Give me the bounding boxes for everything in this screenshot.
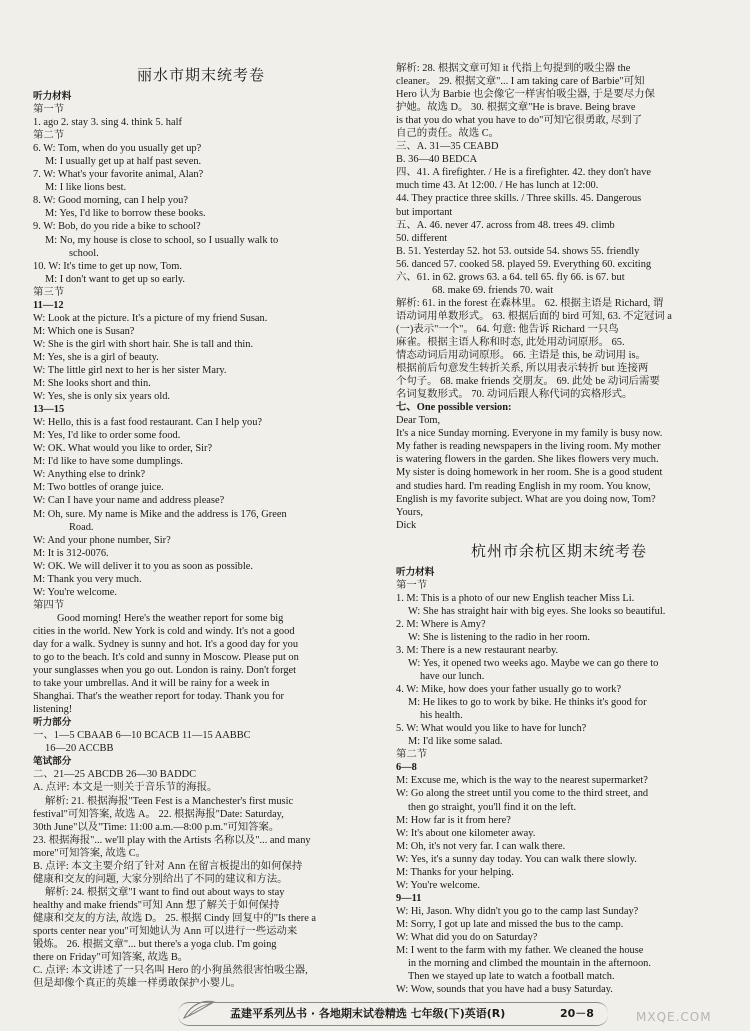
text-line: (一)表示"一个"。 64. 句意: 他告诉 Richard 一只鸟: [396, 323, 619, 335]
text-line: Road.: [69, 521, 94, 533]
text-line: W: Yes, it opened two weeks ago. Maybe we can go there to: [408, 658, 659, 670]
text-line: M: Yes, I'd like to order some food.: [33, 430, 181, 442]
text-line: 第二节: [396, 749, 428, 761]
text-line: 二、21—25 ABCDB 26—30 BADDC: [33, 769, 197, 781]
text-line: healthy and make friends"可知 Ann 想了解关于如何保持: [33, 899, 280, 911]
text-line: more"可知答案, 故选 C。: [33, 847, 147, 859]
text-line: M: No, my house is close to school, so I usually walk to: [45, 234, 279, 246]
text-line: 一、1—5 CBAAB 6—10 BCACB 11—15 AABBC: [33, 730, 251, 742]
text-line: 30th June"以及"Time: 11:00 a.m.—8:00 p.m."可知答案。: [33, 821, 280, 833]
text-line: W: She is the girl with short hair. She is tall and thin.: [33, 338, 254, 350]
text-line: is watering flowers in the garden. She likes flowers very much.: [396, 454, 659, 466]
text-line: 1. ago 2. stay 3. sing 4. think 5. half: [33, 117, 182, 129]
section-title-lishui: 丽水市期末统考卷: [136, 66, 265, 84]
text-line: M: I'd like to have some dumplings.: [33, 456, 183, 468]
text-line: W: Yes, she is only six years old.: [33, 391, 170, 403]
text-line: listening!: [33, 704, 73, 716]
text-line: Dick: [396, 519, 417, 531]
text-line: W: OK. What would you like to order, Sir?: [33, 443, 213, 455]
text-line: 11—12: [33, 299, 64, 311]
text-line: My father is reading newspapers in the living room. My mother: [396, 441, 661, 453]
text-line: W: Yes, it's a sunny day today. You can walk there slowly.: [396, 853, 637, 865]
text-line: 56. danced 57. cooked 58. played 59. Everything 60. exciting: [396, 258, 652, 270]
text-line: It's a nice Sunday morning. Everyone in my family is busy now.: [396, 428, 663, 440]
text-line: 第一节: [33, 104, 65, 116]
text-line: M: Sorry, I got up late and missed the bus to the camp.: [396, 918, 624, 930]
text-line: M: I usually get up at half past seven.: [45, 156, 202, 168]
text-line: day for a walk. Sydney is sunny and hot. It's a good day for you: [33, 638, 299, 650]
text-line: 解析: 28. 根据文章可知 it 代指上句提到的吸尘器 the: [396, 63, 631, 74]
right-column: [396, 62, 722, 996]
text-line: then go straight, you'll find it on the left.: [408, 801, 577, 813]
text-line: 4. W: Mike, how does your father usually go to work?: [396, 684, 622, 696]
text-line: 健康和交友的问题, 大家分别给出了不同的建议和方法。: [33, 873, 288, 885]
text-line: 听力部分: [33, 717, 72, 729]
text-line: your sunglasses when you go out. London is rainy. Don't forget: [33, 665, 297, 677]
text-line: there on Friday"可知答案, 故选 B。: [33, 952, 189, 964]
text-line: W: Can I have your name and address please?: [33, 495, 225, 507]
footer-series-title: 孟建平系列丛书 · 各地期末试卷精选 七年级(下)英语(R): [230, 1007, 506, 1020]
text-line: W: You're welcome.: [396, 879, 481, 891]
text-line: M: Yes, I'd like to borrow these books.: [45, 208, 206, 220]
text-line: 解析: 21. 根据海报"Teen Fest is a Manchester's first music: [45, 795, 294, 807]
text-line: cleaner。 29. 根据文章"... I am taking care of Barbie"可知: [396, 76, 645, 88]
text-line: 5. W: What would you like to have for lunch?: [396, 723, 587, 735]
text-line: M: I'd like some salad.: [408, 736, 503, 748]
text-line: A. 点评: 本文是一则关于音乐节的海报。: [33, 782, 218, 794]
text-line: M: I don't want to get up so early.: [45, 273, 186, 285]
text-line: 麻雀。根据主语人称和时态, 此处用动词原形。 65.: [396, 336, 625, 348]
text-line: 个句子。 68. make friends 交朋友。 69. 此处 be 动词后需要: [396, 376, 660, 388]
text-line: 六、61. in 62. grows 63. a 64. tell 65. fly 66. is 67. but: [396, 271, 625, 283]
text-line: 2. M: Where is Amy?: [396, 618, 486, 630]
text-line: 9—11: [396, 892, 422, 904]
text-line: W: Anything else to drink?: [33, 469, 146, 481]
text-line: M: Two bottles of orange juice.: [33, 482, 164, 494]
text-line: much time 43. At 12:00. / He has lunch at 12:00.: [396, 180, 599, 192]
text-line: to take your umbrellas. And it will be rainy for a week in: [33, 678, 270, 690]
section-title-hangzhou: 杭州市余杭区期末统考卷: [470, 541, 647, 560]
text-line: W: OK. We will deliver it to you as soon as possible.: [33, 560, 253, 572]
text-line: 6. W: Tom, when do you usually get up?: [33, 143, 202, 155]
text-line: M: She looks short and thin.: [33, 378, 151, 390]
text-line: is that you do what you have to do"可知它很勇敢, 尽到了: [396, 115, 643, 127]
text-line: to go to the beach. It's cold and sunny in Moscow. Please put on: [33, 652, 299, 664]
text-line: M: He likes to go to work by bike. He thinks it's good for: [408, 697, 647, 709]
text-line: W: Hi, Jason. Why didn't you go to the camp last Sunday?: [396, 905, 639, 917]
text-line: 听力材料: [396, 566, 435, 578]
text-line: sports center near you"可知她认为 Ann 可以进行一些运动来: [33, 926, 298, 937]
text-line: 10. W: It's time to get up now, Tom.: [33, 260, 182, 272]
text-line: 但是却像个真正的英雄一样勇敢保护小婴儿。: [33, 978, 241, 990]
text-line: W: What did you do on Saturday?: [396, 932, 538, 943]
text-line: 三、A. 31—35 CEABD: [396, 141, 499, 153]
text-line: Shanghai. That's the weather report for today. Thank you for: [33, 691, 284, 703]
text-line: 情态动词后用动词原形。 66. 主语是 this, be 动词用 is。: [396, 350, 646, 362]
text-line: 68. make 69. friends 70. wait: [432, 284, 554, 296]
text-line: Yours,: [396, 506, 423, 518]
text-line: 7. W: What's your favorite animal, Alan?: [33, 169, 204, 181]
text-line: 护她。故选 D。 30. 根据文章"He is brave. Being brave: [396, 102, 636, 114]
text-line: My sister is doing homework in her room. She is a good student: [396, 467, 663, 479]
text-line: W: It's about one kilometer away.: [396, 827, 536, 839]
text-line: Hero 认为 Barbie 也会像它一样害怕吸尘器, 于是要尽力保: [396, 89, 655, 101]
text-line: and studies hard. I'm reading English in my room. You know,: [396, 480, 651, 492]
text-line: 名词复数形式。 70. 动词后跟人称代词的宾格形式。: [396, 389, 633, 401]
text-line: 1. M: This is a photo of our new English teacher Miss Li.: [396, 592, 635, 604]
text-line: 根据前后句意发生转折关系, 所以用表示转折 but 连接两: [396, 363, 649, 375]
text-line: in the morning and climbed the mountain in the afternoon.: [408, 958, 651, 970]
right-text-block-2: [396, 566, 722, 997]
text-line: W: The little girl next to her is her sister Mary.: [33, 364, 227, 376]
text-line: M: I went to the farm with my father. We cleaned the house: [396, 945, 644, 957]
text-line: 解析: 24. 根据文章"I want to find out about ways to stay: [45, 886, 285, 898]
text-line: W: Look at the picture. It's a picture of my friend Susan.: [33, 312, 268, 324]
text-line: 第四节: [33, 599, 65, 611]
text-line: 四、41. A firefighter. / He is a firefighter. 42. they don't have: [396, 167, 651, 179]
text-line: M: I like lions best.: [45, 182, 127, 194]
text-line: 第二节: [33, 130, 65, 142]
text-line: W: Wow, sounds that you have had a busy Saturday.: [396, 984, 613, 996]
text-line: W: She is listening to the radio in her room.: [408, 631, 590, 643]
left-text-block: [33, 90, 369, 990]
text-line: 第三节: [33, 286, 65, 298]
text-line: 3. M: There is a new restaurant nearby.: [396, 644, 559, 656]
text-line: 锻炼。 26. 根据文章"... but there's a yoga club. I'm going: [33, 939, 277, 951]
text-line: B. 点评: 本文主要介绍了针对 Ann 在留言板提出的如何保持: [33, 860, 303, 872]
page-number: 20－8: [560, 1007, 594, 1020]
text-line: W: Hello, this is a fast food restaurant. Can I help you?: [33, 417, 263, 429]
text-line: M: Thank you very much.: [33, 573, 142, 585]
text-line: W: She has straight hair with big eyes. She looks so beautiful.: [408, 605, 666, 617]
text-line: M: Thanks for your helping.: [396, 866, 514, 878]
text-line: M: Which one is Susan?: [33, 325, 135, 337]
text-line: W: You're welcome.: [33, 586, 118, 598]
text-line: 听力材料: [33, 91, 72, 102]
text-line: M: Excuse me, which is the way to the nearest supermarket?: [396, 775, 648, 787]
text-line: but important: [396, 206, 453, 218]
text-line: 七、One possible version:: [396, 402, 512, 414]
text-line: Dear Tom,: [396, 415, 441, 427]
text-line: 8. W: Good morning, can I help you?: [33, 195, 188, 207]
text-line: M: Oh, sure. My name is Mike and the address is 176, Green: [33, 508, 287, 520]
watermark-logo: MXQE.COM: [636, 1010, 712, 1024]
text-line: festival"可知答案, 故选 A。 22. 根据海报"Date: Saturday,: [33, 808, 284, 820]
text-line: 50. different: [396, 232, 448, 244]
text-line: 44. They practice three skills. / Three skills. 45. Dangerous: [396, 193, 642, 205]
text-line: 自己的责任。故选 C。: [396, 128, 500, 140]
text-line: W: Go along the street until you come to the third street, and: [396, 788, 649, 800]
text-line: B. 51. Yesterday 52. hot 53. outside 54. shows 55. friendly: [396, 245, 640, 257]
text-line: Good morning! Here's the weather report for some big: [57, 612, 284, 624]
right-text-block-1: [396, 62, 722, 532]
text-line: English is my favorite subject. What are you doing now, Tom?: [396, 493, 656, 505]
left-column: [33, 62, 369, 990]
text-line: school.: [69, 247, 99, 259]
text-line: his health.: [420, 710, 463, 722]
text-line: M: It is 312-0076.: [33, 547, 109, 559]
text-line: cities in the world. New York is cold and windy. It's not a good: [33, 625, 295, 637]
text-line: M: How far is it from here?: [396, 814, 511, 826]
text-line: 健康和交友的方法, 故选 D。 25. 根据 Cindy 回复中的"Is there a: [33, 912, 317, 924]
text-line: 解析: 61. in the forest 在森林里。 62. 根据主语是 Richard, 谓: [396, 297, 664, 309]
text-line: W: And your phone number, Sir?: [33, 534, 171, 546]
text-line: 13—15: [33, 404, 65, 416]
text-line: B. 36—40 BEDCA: [396, 154, 478, 166]
text-line: 五、A. 46. never 47. across from 48. trees 49. climb: [396, 219, 615, 231]
text-line: 9. W: Bob, do you ride a bike to school?: [33, 221, 201, 233]
text-line: 6—8: [396, 762, 417, 774]
text-line: 语动词用单数形式。 63. 根据后面的 bird 可知, 63. 不定冠词 a: [396, 310, 672, 322]
text-line: 笔试部分: [33, 756, 72, 768]
text-line: have our lunch.: [420, 671, 485, 683]
text-line: Then we stayed up late to watch a football match.: [408, 971, 615, 983]
text-line: 23. 根据海报"... we'll play with the Artists 名称以及"... and many: [33, 834, 311, 846]
text-line: M: Yes, she is a girl of beauty.: [33, 351, 159, 363]
text-line: 16—20 ACCBB: [45, 743, 114, 755]
text-line: M: Oh, it's not very far. I can walk there.: [396, 840, 566, 852]
text-line: C. 点评: 本文讲述了一只名叫 Hero 的小狗虽然很害怕吸尘器,: [33, 965, 308, 977]
text-line: 第一节: [396, 579, 428, 591]
